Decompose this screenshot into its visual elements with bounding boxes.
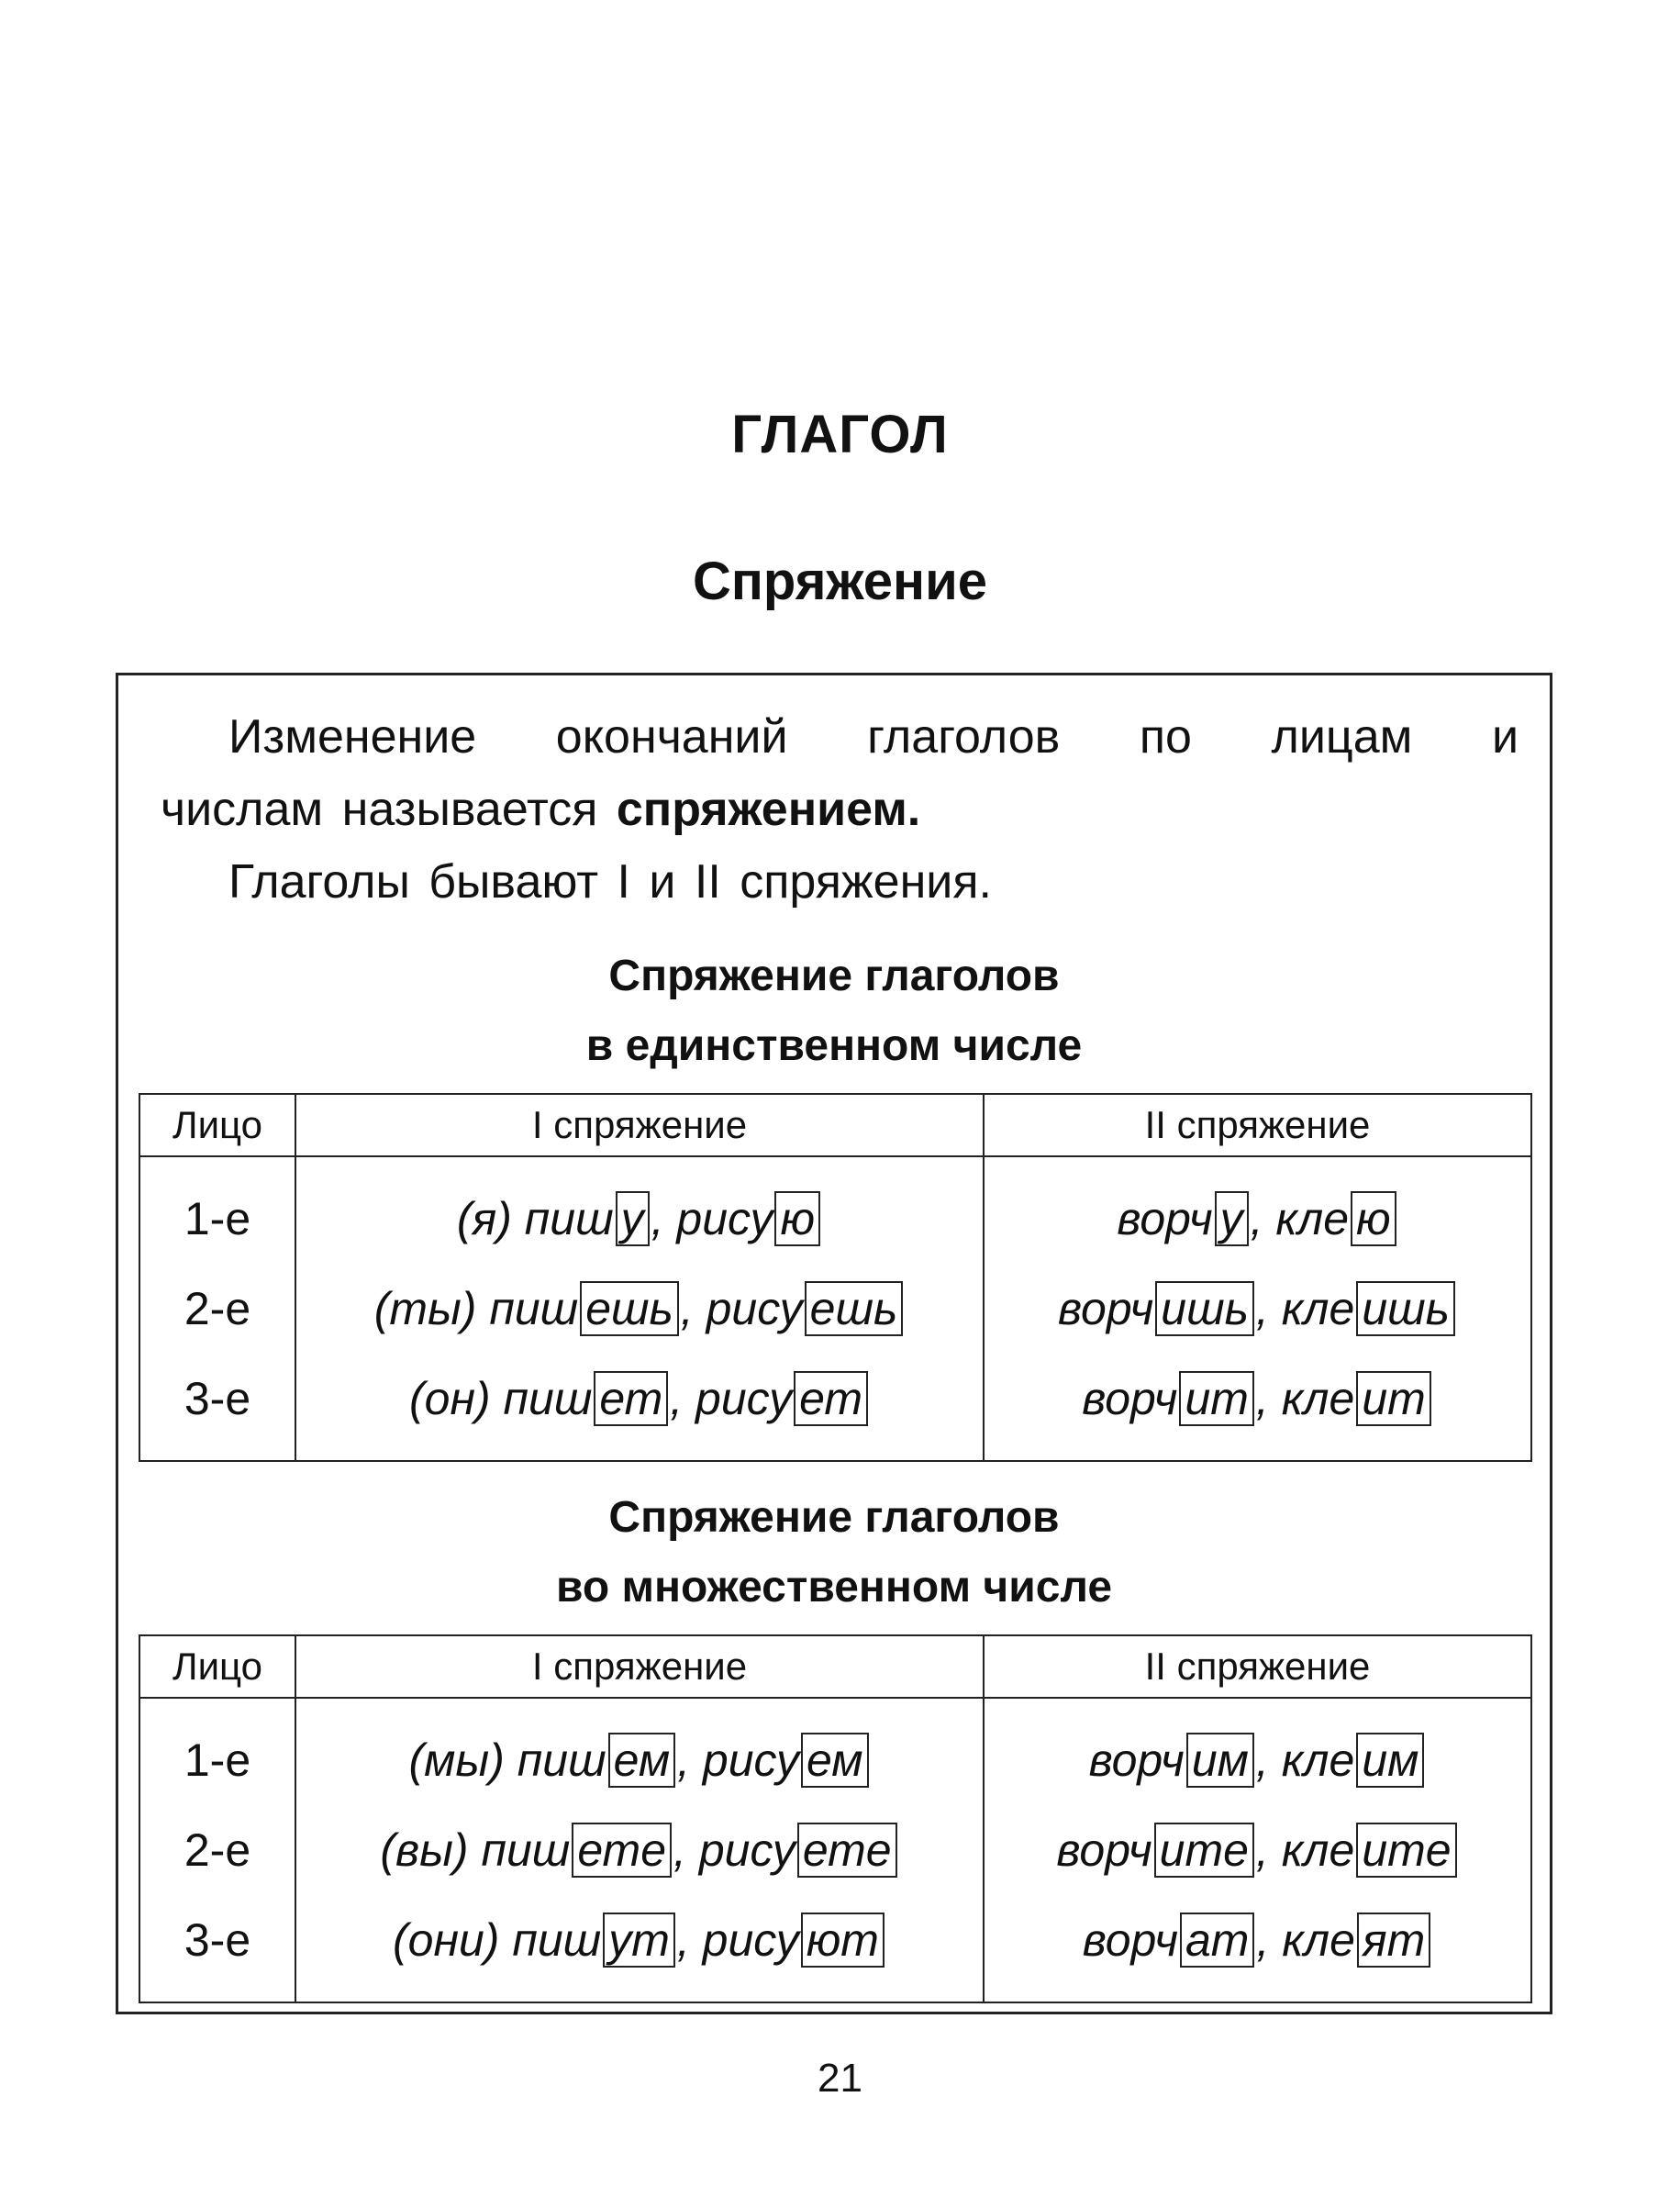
ending-box: ит bbox=[1179, 1371, 1253, 1426]
intro-line-2-text: числам называется bbox=[161, 783, 617, 836]
conjugation-1-cell: (я) пиш у , рису ю bbox=[295, 1156, 984, 1264]
person-cell: 3-е bbox=[139, 1354, 295, 1461]
ending-box: ет bbox=[594, 1371, 668, 1426]
header-conjugation-2: II спряжение bbox=[984, 1635, 1531, 1698]
conjugation-1-cell: (вы) пиш ете , рису ете bbox=[295, 1805, 984, 1895]
ending-box: ем bbox=[801, 1733, 869, 1788]
section-title: Спряжение bbox=[693, 552, 987, 611]
rule-box bbox=[116, 673, 1552, 2014]
intro-line-3: Глаголы бывают I и II спряжения. bbox=[228, 855, 992, 909]
chapter-title: ГЛАГОЛ bbox=[731, 405, 949, 464]
ending-box: у bbox=[1215, 1191, 1249, 1246]
ending-box: ете bbox=[572, 1823, 672, 1878]
header-person: Лицо bbox=[139, 1635, 295, 1698]
term-conjugation: спряжением. bbox=[616, 783, 921, 836]
header-conjugation-1: I спряжение bbox=[295, 1094, 984, 1156]
table-row bbox=[139, 1895, 1531, 2002]
ending-box: ю bbox=[774, 1191, 820, 1246]
header-person: Лицо bbox=[139, 1094, 295, 1156]
conjugation-2-cell: ворч ат , кле ят bbox=[984, 1895, 1531, 2002]
conjugation-1-cell: (ты) пиш ешь , рису ешь bbox=[295, 1264, 984, 1354]
ending-box: ет bbox=[794, 1371, 868, 1426]
plural-conjugation-table bbox=[139, 1634, 1532, 2003]
table-row bbox=[139, 1354, 1531, 1461]
table-row bbox=[139, 1156, 1531, 1264]
singular-conjugation-table bbox=[139, 1093, 1532, 1462]
plural-table-title-line-2: во множественном числе bbox=[555, 1563, 1113, 1612]
person-cell: 2-е bbox=[139, 1805, 295, 1895]
singular-table-title bbox=[118, 942, 1550, 1081]
ending-box: у bbox=[616, 1191, 650, 1246]
conjugation-1-cell: (мы) пиш ем , рису ем bbox=[295, 1698, 984, 1805]
intro-line-1: Изменение окончаний глаголов по лицам и bbox=[228, 710, 1519, 764]
ending-box: ут bbox=[603, 1913, 675, 1968]
ending-box: ишь bbox=[1155, 1281, 1254, 1336]
intro-text bbox=[161, 701, 1519, 919]
person-cell: 1-е bbox=[139, 1698, 295, 1805]
ending-box: ите bbox=[1356, 1823, 1456, 1878]
intro-line-2 bbox=[161, 774, 1519, 846]
ending-box: ю bbox=[1351, 1191, 1396, 1246]
conjugation-2-cell: ворч им , кле им bbox=[984, 1698, 1531, 1805]
ending-box: ите bbox=[1154, 1823, 1254, 1878]
ending-box: им bbox=[1356, 1733, 1424, 1788]
table-header-row bbox=[139, 1635, 1531, 1698]
header-conjugation-2: II спряжение bbox=[984, 1094, 1531, 1156]
ending-box: ешь bbox=[580, 1281, 679, 1336]
person-cell: 3-е bbox=[139, 1895, 295, 2002]
conjugation-2-cell: ворч ит , кле ит bbox=[984, 1354, 1531, 1461]
singular-table-title-line-1: Спряжение глаголов bbox=[608, 952, 1060, 1000]
table-row bbox=[139, 1698, 1531, 1805]
ending-box: ат bbox=[1180, 1913, 1254, 1968]
conjugation-1-cell: (они) пиш ут , рису ют bbox=[295, 1895, 984, 2002]
ending-box: ят bbox=[1357, 1913, 1430, 1968]
table-header-row bbox=[139, 1094, 1531, 1156]
conjugation-1-cell: (он) пиш ет , рису ет bbox=[295, 1354, 984, 1461]
ending-box: ют bbox=[801, 1913, 885, 1968]
plural-table-title-line-1: Спряжение глаголов bbox=[608, 1493, 1060, 1542]
person-cell: 1-е bbox=[139, 1156, 295, 1264]
header-conjugation-1: I спряжение bbox=[295, 1635, 984, 1698]
conjugation-2-cell: ворч ишь , кле ишь bbox=[984, 1264, 1531, 1354]
plural-table-title bbox=[118, 1483, 1550, 1623]
ending-box: ете bbox=[797, 1823, 897, 1878]
ending-box: им bbox=[1186, 1733, 1254, 1788]
ending-box: ешь bbox=[805, 1281, 904, 1336]
conjugation-2-cell: ворч у , кле ю bbox=[984, 1156, 1531, 1264]
table-row bbox=[139, 1805, 1531, 1895]
ending-box: ем bbox=[608, 1733, 676, 1788]
ending-box: ишь bbox=[1356, 1281, 1455, 1336]
singular-table-title-line-2: в единственном числе bbox=[585, 1021, 1083, 1070]
table-row bbox=[139, 1264, 1531, 1354]
page-number: 21 bbox=[818, 2056, 862, 2101]
conjugation-2-cell: ворч ите , кле ите bbox=[984, 1805, 1531, 1895]
person-cell: 2-е bbox=[139, 1264, 295, 1354]
ending-box: ит bbox=[1356, 1371, 1430, 1426]
